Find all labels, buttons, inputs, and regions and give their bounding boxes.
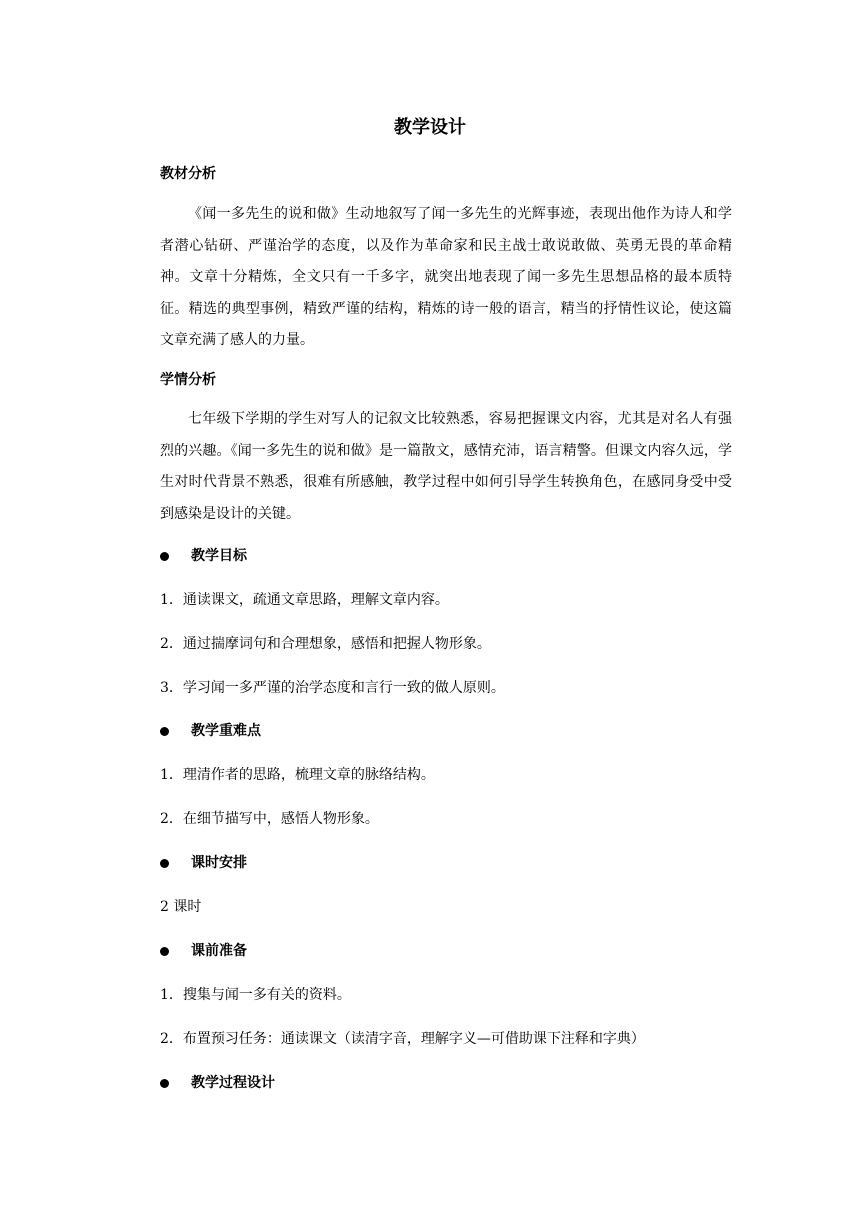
bullet-icon <box>160 859 169 868</box>
student-analysis-heading: 学情分析 <box>160 372 216 388</box>
schedule-heading <box>160 853 247 873</box>
bullet-icon <box>160 727 169 736</box>
document-title: 教学设计 <box>394 117 466 138</box>
schedule-heading-label: 课时安排 <box>191 855 247 871</box>
preparation-item-1: 1．搜集与闻一多有关的资料。 <box>160 987 351 1003</box>
goal-item-3: 3．学习闻一多严谨的治学态度和言行一致的做人原则。 <box>160 680 505 696</box>
key-points-heading <box>160 721 261 741</box>
key-point-item-1: 1．理清作者的思路，梳理文章的脉络结构。 <box>160 767 435 783</box>
material-analysis-heading: 教材分析 <box>160 166 216 182</box>
key-point-item-2: 2．在细节描写中，感悟人物形象。 <box>160 811 379 827</box>
bullet-icon <box>160 1079 169 1088</box>
key-points-heading-label: 教学重难点 <box>191 723 261 739</box>
goals-heading-label: 教学目标 <box>191 548 247 564</box>
schedule-value: 2 课时 <box>160 899 202 915</box>
preparation-item-2: 2．布置预习任务：通读课文（读清字音，理解字义—可借助课下注释和字典） <box>160 1031 645 1047</box>
goal-item-2: 2．通过揣摩词句和合理想象，感悟和把握人物形象。 <box>160 636 491 652</box>
goals-heading <box>160 546 247 566</box>
process-heading <box>160 1073 275 1093</box>
goal-item-1: 1．通读课文，疏通文章思路，理解文章内容。 <box>160 592 449 608</box>
preparation-heading <box>160 941 247 961</box>
preparation-heading-label: 课前准备 <box>191 943 247 959</box>
bullet-icon <box>160 552 169 561</box>
bullet-icon <box>160 947 169 956</box>
process-heading-label: 教学过程设计 <box>191 1075 275 1091</box>
student-analysis-text: 七年级下学期的学生对写人的记叙文比较熟悉，容易把握课文内容，尤其是对名人有强烈的兴趣。《闻一多先生的说和做》是一篇散文，感情充沛，语言精警。但课文内容久远，学生对时代背景不熟悉，很难有所感触，教学过程中如何引导学生转换角色，在感同身受中受到感染是设计的关键。 <box>160 411 732 522</box>
material-analysis-text: 《闻一多先生的说和做》生动地叙写了闻一多先生的光辉事迹，表现出他作为诗人和学者潜心钻研、严谨治学的态度，以及作为革命家和民主战士敢说敢做、英勇无畏的革命精神。文章十分精炼，全文只有一千多字，就突出地表现了闻一多先生思想品格的最本质特征。精选的典型事例，精致严谨的结构，精炼的诗一般的语言，精当的抒情性议论，使这篇文章充满了感人的力量。 <box>160 206 732 348</box>
